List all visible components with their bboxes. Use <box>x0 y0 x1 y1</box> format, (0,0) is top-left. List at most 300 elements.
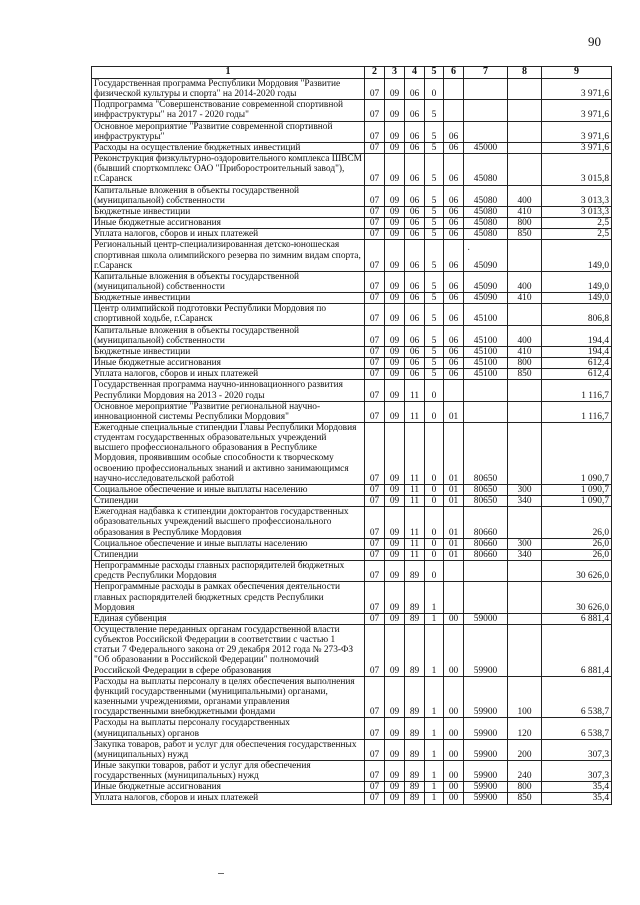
code-cell: 06 <box>444 218 464 229</box>
code-cell <box>508 423 542 485</box>
code-cell: 1 <box>425 739 444 760</box>
code-cell: 09 <box>385 346 405 357</box>
code-cell: 80660 <box>464 549 508 560</box>
table-row <box>92 271 612 292</box>
code-cell: 120 <box>508 718 542 739</box>
code-cell: 410 <box>508 346 542 357</box>
code-cell <box>508 561 542 582</box>
code-cell <box>444 100 464 121</box>
code-cell: 09 <box>385 613 405 624</box>
row-name: Реконструкция физкультурно-оздоровительного комплекса ШВСМ (бывший спорткомплекс ОАО "Приборостроительный завод"), г.Саранск <box>92 154 365 185</box>
code-cell: 0 <box>425 549 444 560</box>
amount-cell: 149,0 <box>542 293 612 304</box>
row-name: Уплата налогов, сборов и иных платежей <box>92 229 365 240</box>
code-cell: 07 <box>365 346 385 357</box>
amount-cell: 2,5 <box>542 218 612 229</box>
row-name: Бюджетные инвестиции <box>92 346 365 357</box>
code-cell: 07 <box>365 782 385 793</box>
code-cell: 5 <box>425 240 444 271</box>
header-col-1: 1 <box>92 67 365 79</box>
code-cell: 850 <box>508 229 542 240</box>
code-cell <box>508 142 542 153</box>
code-cell: 09 <box>385 401 405 422</box>
code-cell <box>464 100 508 121</box>
table-row <box>92 793 612 804</box>
code-cell: 01 <box>444 484 464 495</box>
code-cell: 07 <box>365 739 385 760</box>
code-cell: 06 <box>405 304 425 325</box>
row-name: Государственная программа Республики Мордовия "Развитие физической культуры и спорта" на 2014-2020 годы <box>92 79 365 100</box>
code-cell: 800 <box>508 782 542 793</box>
code-cell: 01 <box>444 496 464 507</box>
table-row <box>92 718 612 739</box>
code-cell: 300 <box>508 484 542 495</box>
code-cell: 07 <box>365 561 385 582</box>
row-name: Региональный центр-специализированная детско-юношеская спортивная школа олимпийского резерва по зимним видам спорта, г.Саранск <box>92 240 365 271</box>
code-cell: 45100 <box>464 358 508 369</box>
code-cell: 850 <box>508 369 542 380</box>
row-name: Непрограммные расходы в рамках обеспечения деятельности главных распорядителей бюджетных средств Республики Мордовия <box>92 582 365 613</box>
code-cell: 00 <box>444 793 464 804</box>
code-cell: 09 <box>385 582 405 613</box>
code-cell: 01 <box>444 549 464 560</box>
code-cell: 0 <box>425 79 444 100</box>
code-cell: 07 <box>365 761 385 782</box>
code-cell: 07 <box>365 718 385 739</box>
code-cell <box>464 582 508 613</box>
table-row <box>92 582 612 613</box>
code-cell: 5 <box>425 142 444 153</box>
scan-mark <box>218 873 224 874</box>
table-row <box>92 293 612 304</box>
code-cell: 07 <box>365 325 385 346</box>
row-name: Ежегодная надбавка к стипендии докторантов государственных образовательных учреждений высшего профессионального образования в Республике Мордовия <box>92 507 365 538</box>
code-cell: 1 <box>425 718 444 739</box>
code-cell: 06 <box>405 346 425 357</box>
code-cell: 80650 <box>464 496 508 507</box>
code-cell: 800 <box>508 218 542 229</box>
code-cell: 340 <box>508 549 542 560</box>
code-cell: 01 <box>444 507 464 538</box>
code-cell: 06 <box>405 218 425 229</box>
amount-cell: 1 090,7 <box>542 484 612 495</box>
amount-cell: 1 116,7 <box>542 380 612 401</box>
code-cell: 5 <box>425 185 444 206</box>
amount-cell: 6 881,4 <box>542 624 612 676</box>
table-row <box>92 624 612 676</box>
code-cell: 5 <box>425 325 444 346</box>
code-cell: 06 <box>405 240 425 271</box>
code-cell: 06 <box>444 325 464 346</box>
table-row <box>92 613 612 624</box>
amount-cell: 1 116,7 <box>542 401 612 422</box>
code-cell: 06 <box>444 358 464 369</box>
code-cell: 5 <box>425 369 444 380</box>
code-cell: 09 <box>385 380 405 401</box>
amount-cell: 806,8 <box>542 304 612 325</box>
row-name: Основное мероприятие "Развитие современной спортивной инфраструктуры" <box>92 121 365 142</box>
row-name: Закупка товаров, работ и услуг для обеспечения государственных (муниципальных) нужд <box>92 739 365 760</box>
code-cell: 400 <box>508 271 542 292</box>
row-name: Иные закупки товаров, работ и услуг для обеспечения государственных (муниципальных) нужд <box>92 761 365 782</box>
code-cell: 07 <box>365 624 385 676</box>
row-name: Иные бюджетные ассигнования <box>92 358 365 369</box>
row-name: Осуществление переданных органам государственной власти субъектов Российской Федерации в соответствии с частью 1 статьи 7 Федерального закона от 29 декабря 2012 года № 273-ФЗ "Об образовании в Российской Федерации" полномочий Российской Федерации в сфере образования <box>92 624 365 676</box>
row-name: Уплата налогов, сборов и иных платежей <box>92 793 365 804</box>
code-cell: 06 <box>444 369 464 380</box>
code-cell: 09 <box>385 121 405 142</box>
table-row <box>92 676 612 718</box>
table-header-row <box>92 67 612 79</box>
code-cell: 45000 <box>464 142 508 153</box>
row-name: Капитальные вложения в объекты государственной (муниципальной) собственности <box>92 185 365 206</box>
code-cell: 09 <box>385 538 405 549</box>
code-cell: 00 <box>444 782 464 793</box>
code-cell: 45080 <box>464 185 508 206</box>
amount-cell: 194,4 <box>542 346 612 357</box>
code-cell <box>464 401 508 422</box>
code-cell: 0 <box>425 423 444 485</box>
code-cell: 06 <box>444 121 464 142</box>
header-col-3: 3 <box>385 67 405 79</box>
code-cell: 1 <box>425 761 444 782</box>
header-col-7: 7 <box>464 67 508 79</box>
code-cell: 06 <box>444 271 464 292</box>
code-cell: 09 <box>385 185 405 206</box>
code-cell <box>508 304 542 325</box>
code-cell <box>444 79 464 100</box>
amount-cell: 26,0 <box>542 549 612 560</box>
table-row <box>92 401 612 422</box>
code-cell: 09 <box>385 624 405 676</box>
code-cell: 06 <box>405 229 425 240</box>
code-cell: 89 <box>405 676 425 718</box>
code-cell: 09 <box>385 793 405 804</box>
code-cell <box>464 380 508 401</box>
code-cell: 09 <box>385 240 405 271</box>
code-cell: 09 <box>385 369 405 380</box>
code-cell: 09 <box>385 718 405 739</box>
code-cell: 89 <box>405 739 425 760</box>
code-cell: 45080 <box>464 206 508 217</box>
table-row <box>92 218 612 229</box>
code-cell: 59000 <box>464 613 508 624</box>
row-name: Стипендии <box>92 496 365 507</box>
code-cell <box>508 79 542 100</box>
table-row <box>92 423 612 485</box>
header-col-2: 2 <box>365 67 385 79</box>
code-cell: 200 <box>508 739 542 760</box>
code-cell: 0 <box>425 484 444 495</box>
code-cell <box>508 380 542 401</box>
amount-cell: 30 626,0 <box>542 561 612 582</box>
code-cell: 240 <box>508 761 542 782</box>
code-cell <box>508 401 542 422</box>
code-cell: 80660 <box>464 538 508 549</box>
amount-cell: 3 971,6 <box>542 100 612 121</box>
table-body <box>92 79 612 805</box>
row-name: Государственная программа научно-инновационного развития Республики Мордовия на 2013 - 2020 годы <box>92 380 365 401</box>
code-cell: 07 <box>365 549 385 560</box>
code-cell: 80660 <box>464 507 508 538</box>
row-name: Иные бюджетные ассигнования <box>92 782 365 793</box>
code-cell: 5 <box>425 271 444 292</box>
code-cell <box>508 240 542 271</box>
code-cell: 45080 <box>464 229 508 240</box>
code-cell: 1 <box>425 782 444 793</box>
code-cell: 1 <box>425 676 444 718</box>
table-row <box>92 185 612 206</box>
table-row <box>92 561 612 582</box>
row-name: Ежегодные специальные стипендии Главы Республики Мордовия студентам государственных образовательных учреждений высшего профессионального образования в Республике Мордовия, проявившим особые способности к творческому освоению профессиональных знаний и активно занимающимся научно-исследовательской работой <box>92 423 365 485</box>
amount-cell: 149,0 <box>542 240 612 271</box>
amount-cell: 30 626,0 <box>542 582 612 613</box>
code-cell: 09 <box>385 229 405 240</box>
row-name: Непрограммные расходы главных распорядителей бюджетных средств Республики Мордовия <box>92 561 365 582</box>
table-row <box>92 304 612 325</box>
code-cell: 5 <box>425 346 444 357</box>
table-row <box>92 100 612 121</box>
amount-cell: 3 013,3 <box>542 206 612 217</box>
code-cell: 89 <box>405 624 425 676</box>
code-cell: 45100 <box>464 325 508 346</box>
code-cell: 07 <box>365 380 385 401</box>
code-cell: 89 <box>405 613 425 624</box>
code-cell <box>464 561 508 582</box>
table-row <box>92 782 612 793</box>
code-cell: 5 <box>425 293 444 304</box>
amount-cell: 194,4 <box>542 325 612 346</box>
amount-cell: 307,3 <box>542 739 612 760</box>
row-name: Капитальные вложения в объекты государственной (муниципальной) собственности <box>92 271 365 292</box>
code-cell: 00 <box>444 676 464 718</box>
table-row <box>92 121 612 142</box>
code-cell: 09 <box>385 549 405 560</box>
code-cell: 09 <box>385 496 405 507</box>
code-cell <box>464 121 508 142</box>
code-cell: 59900 <box>464 793 508 804</box>
code-cell: 45100 <box>464 369 508 380</box>
code-cell: 89 <box>405 782 425 793</box>
code-cell: 5 <box>425 304 444 325</box>
amount-cell: 35,4 <box>542 782 612 793</box>
code-cell: 410 <box>508 293 542 304</box>
code-cell: 850 <box>508 793 542 804</box>
table-row <box>92 79 612 100</box>
code-cell: 06 <box>444 293 464 304</box>
code-cell: 5 <box>425 154 444 185</box>
code-cell: 09 <box>385 325 405 346</box>
amount-cell: 3 013,3 <box>542 185 612 206</box>
code-cell: 00 <box>444 624 464 676</box>
code-cell: 410 <box>508 206 542 217</box>
code-cell: 07 <box>365 676 385 718</box>
code-cell: 07 <box>365 582 385 613</box>
code-cell: 07 <box>365 154 385 185</box>
code-cell: 09 <box>385 293 405 304</box>
code-cell: 09 <box>385 304 405 325</box>
amount-cell: 26,0 <box>542 538 612 549</box>
code-cell: 5 <box>425 121 444 142</box>
row-name: Бюджетные инвестиции <box>92 293 365 304</box>
code-cell: 09 <box>385 507 405 538</box>
code-cell: 07 <box>365 79 385 100</box>
code-cell: 1 <box>425 624 444 676</box>
code-cell: 06 <box>444 154 464 185</box>
table-row <box>92 240 612 271</box>
amount-cell: 1 090,7 <box>542 496 612 507</box>
code-cell: 07 <box>365 793 385 804</box>
code-cell: 09 <box>385 100 405 121</box>
table-row <box>92 549 612 560</box>
code-cell: 07 <box>365 229 385 240</box>
code-cell: 07 <box>365 369 385 380</box>
code-cell: 07 <box>365 293 385 304</box>
code-cell <box>508 121 542 142</box>
table-row <box>92 358 612 369</box>
code-cell: 07 <box>365 271 385 292</box>
code-cell: 09 <box>385 484 405 495</box>
amount-cell: 612,4 <box>542 369 612 380</box>
table-row <box>92 369 612 380</box>
code-cell: 59900 <box>464 761 508 782</box>
code-cell: 06 <box>444 185 464 206</box>
table-row <box>92 507 612 538</box>
table-row <box>92 229 612 240</box>
code-cell: 11 <box>405 423 425 485</box>
code-cell: 1 <box>425 613 444 624</box>
code-cell: 06 <box>405 142 425 153</box>
header-col-6: 6 <box>444 67 464 79</box>
code-cell: 0 <box>425 401 444 422</box>
code-cell: 11 <box>405 549 425 560</box>
row-name: Расходы на осуществление бюджетных инвестиций <box>92 142 365 153</box>
code-cell: 06 <box>444 346 464 357</box>
code-cell: 09 <box>385 79 405 100</box>
code-cell: 06 <box>444 304 464 325</box>
code-cell: 80650 <box>464 423 508 485</box>
code-cell: 45090 <box>464 240 508 271</box>
table-row <box>92 346 612 357</box>
code-cell: 00 <box>444 739 464 760</box>
amount-cell: 307,3 <box>542 761 612 782</box>
table-row <box>92 538 612 549</box>
row-name: Основное мероприятие "Развитие региональной научно-инновационной системы Республики Мордовия" <box>92 401 365 422</box>
code-cell: 06 <box>444 240 464 271</box>
table-row <box>92 142 612 153</box>
code-cell <box>464 79 508 100</box>
code-cell: 09 <box>385 142 405 153</box>
code-cell: 07 <box>365 358 385 369</box>
table-row <box>92 206 612 217</box>
code-cell: 01 <box>444 423 464 485</box>
row-name: Уплата налогов, сборов и иных платежей <box>92 369 365 380</box>
code-cell: 09 <box>385 761 405 782</box>
code-cell: 07 <box>365 121 385 142</box>
code-cell: 45100 <box>464 304 508 325</box>
code-cell: 09 <box>385 782 405 793</box>
code-cell <box>508 100 542 121</box>
code-cell: 09 <box>385 423 405 485</box>
code-cell: 0 <box>425 380 444 401</box>
code-cell: 09 <box>385 218 405 229</box>
code-cell: 06 <box>405 358 425 369</box>
code-cell: 11 <box>405 538 425 549</box>
table-row <box>92 739 612 760</box>
code-cell: 45090 <box>464 293 508 304</box>
amount-cell: 1 090,7 <box>542 423 612 485</box>
code-cell: 59900 <box>464 782 508 793</box>
code-cell: 09 <box>385 358 405 369</box>
code-cell: 5 <box>425 206 444 217</box>
code-cell: 09 <box>385 206 405 217</box>
code-cell: 45100 <box>464 346 508 357</box>
amount-cell: 149,0 <box>542 271 612 292</box>
code-cell: 01 <box>444 401 464 422</box>
row-name: Иные бюджетные ассигнования <box>92 218 365 229</box>
code-cell: 1 <box>425 582 444 613</box>
code-cell: 59900 <box>464 718 508 739</box>
code-cell: 07 <box>365 206 385 217</box>
table-row <box>92 496 612 507</box>
code-cell: 11 <box>405 507 425 538</box>
code-cell: 06 <box>405 154 425 185</box>
code-cell: 06 <box>444 206 464 217</box>
code-cell <box>508 624 542 676</box>
code-cell: 07 <box>365 496 385 507</box>
code-cell: 5 <box>425 229 444 240</box>
code-cell: 07 <box>365 401 385 422</box>
code-cell: 89 <box>405 561 425 582</box>
code-cell <box>508 507 542 538</box>
code-cell: 06 <box>405 271 425 292</box>
code-cell: 5 <box>425 100 444 121</box>
amount-cell: 3 015,8 <box>542 154 612 185</box>
code-cell: 5 <box>425 358 444 369</box>
code-cell: 0 <box>425 496 444 507</box>
code-cell: 00 <box>444 718 464 739</box>
code-cell: 45090 <box>464 271 508 292</box>
page-number: 90 <box>588 34 601 49</box>
code-cell: 59900 <box>464 676 508 718</box>
code-cell: 45080 <box>464 218 508 229</box>
header-col-4: 4 <box>405 67 425 79</box>
code-cell: 59900 <box>464 624 508 676</box>
table-row <box>92 154 612 185</box>
code-cell: 11 <box>405 484 425 495</box>
code-cell: 89 <box>405 582 425 613</box>
code-cell: 00 <box>444 761 464 782</box>
code-cell: 06 <box>405 325 425 346</box>
code-cell: 06 <box>405 100 425 121</box>
code-cell: 06 <box>405 185 425 206</box>
code-cell: 07 <box>365 423 385 485</box>
code-cell: 80650 <box>464 484 508 495</box>
code-cell <box>508 582 542 613</box>
code-cell: 07 <box>365 240 385 271</box>
code-cell: 06 <box>444 142 464 153</box>
code-cell: 59900 <box>464 739 508 760</box>
code-cell: 09 <box>385 739 405 760</box>
code-cell <box>444 380 464 401</box>
code-cell: 89 <box>405 793 425 804</box>
code-cell <box>444 582 464 613</box>
row-name: Социальное обеспечение и иные выплаты населению <box>92 484 365 495</box>
code-cell: 07 <box>365 507 385 538</box>
code-cell: 07 <box>365 613 385 624</box>
code-cell: 300 <box>508 538 542 549</box>
row-name: Расходы на выплаты персоналу в целях обеспечения выполнения функций государственными (муниципальными) органами, казенными учреждениями, органами управления государственными внебюджетными фондами <box>92 676 365 718</box>
